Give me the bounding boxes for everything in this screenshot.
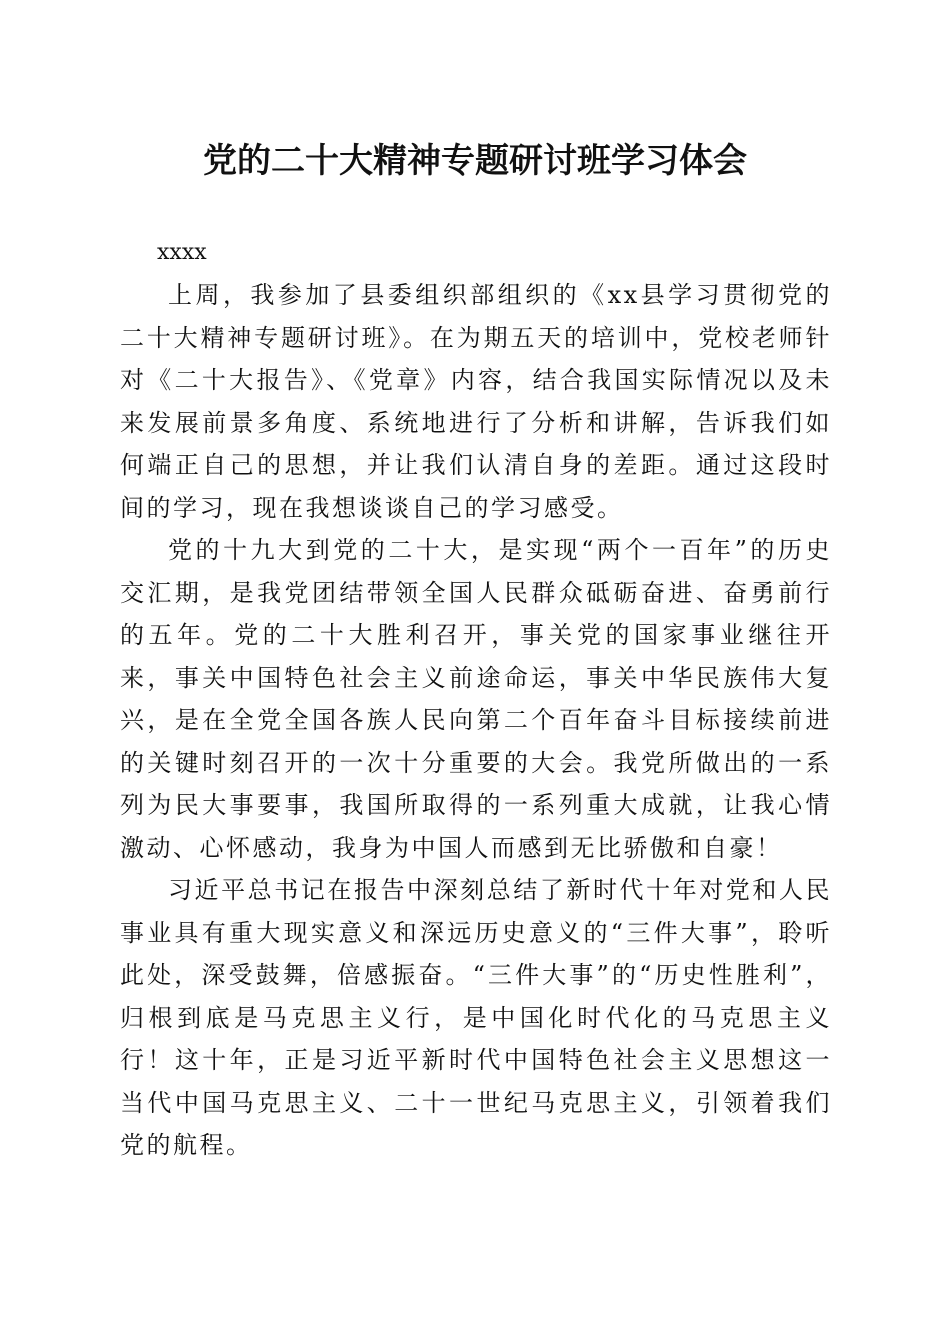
author-line: xxxx (157, 240, 207, 265)
paragraph-2: 党的十九大到党的二十大，是实现“两个一百年”的历史交汇期，是我党团结带领全国人民群众砥砺奋进、奋勇前行的五年。党的二十大胜利召开，事关党的国家事业继往开来，事关中国特色社会主义前途命运，事关中华民族伟大复兴，是在全党全国各族人民向第二个百年奋斗目标接续前进的关键时刻召开的一次十分重要的大会。我党所做出的一系列为民大事要事，我国所取得的一系列重大成就，让我心情激动、心怀感动，我身为中国人而感到无比骄傲和自豪！ (120, 536, 832, 862)
paragraph-1: 上周，我参加了县委组织部组织的《xx县学习贯彻党的二十大精神专题研讨班》。在为期五天的培训中，党校老师针对《二十大报告》、《党章》内容，结合我国实际情况以及未来发展前景多角度、系统地进行了分析和讲解，告诉我们如何端正自己的思想，并让我们认清自身的差距。通过这段时间的学习，现在我想谈谈自己的学习感受。 (120, 281, 832, 522)
document-body (120, 232, 832, 1167)
document-title: 党的二十大精神专题研讨班学习体会 (203, 141, 747, 181)
paragraph-3: 习近平总书记在报告中深刻总结了新时代十年对党和人民事业具有重大现实意义和深远历史意义的“三件大事”，聆听此处，深受鼓舞，倍感振奋。“三件大事”的“历史性胜利”，归根到底是马克思主义行，是中国化时代化的马克思主义行！这十年，正是习近平新时代中国特色社会主义思想这一当代中国马克思主义、二十一世纪马克思主义，引领着我们党的航程。 (120, 876, 832, 1159)
